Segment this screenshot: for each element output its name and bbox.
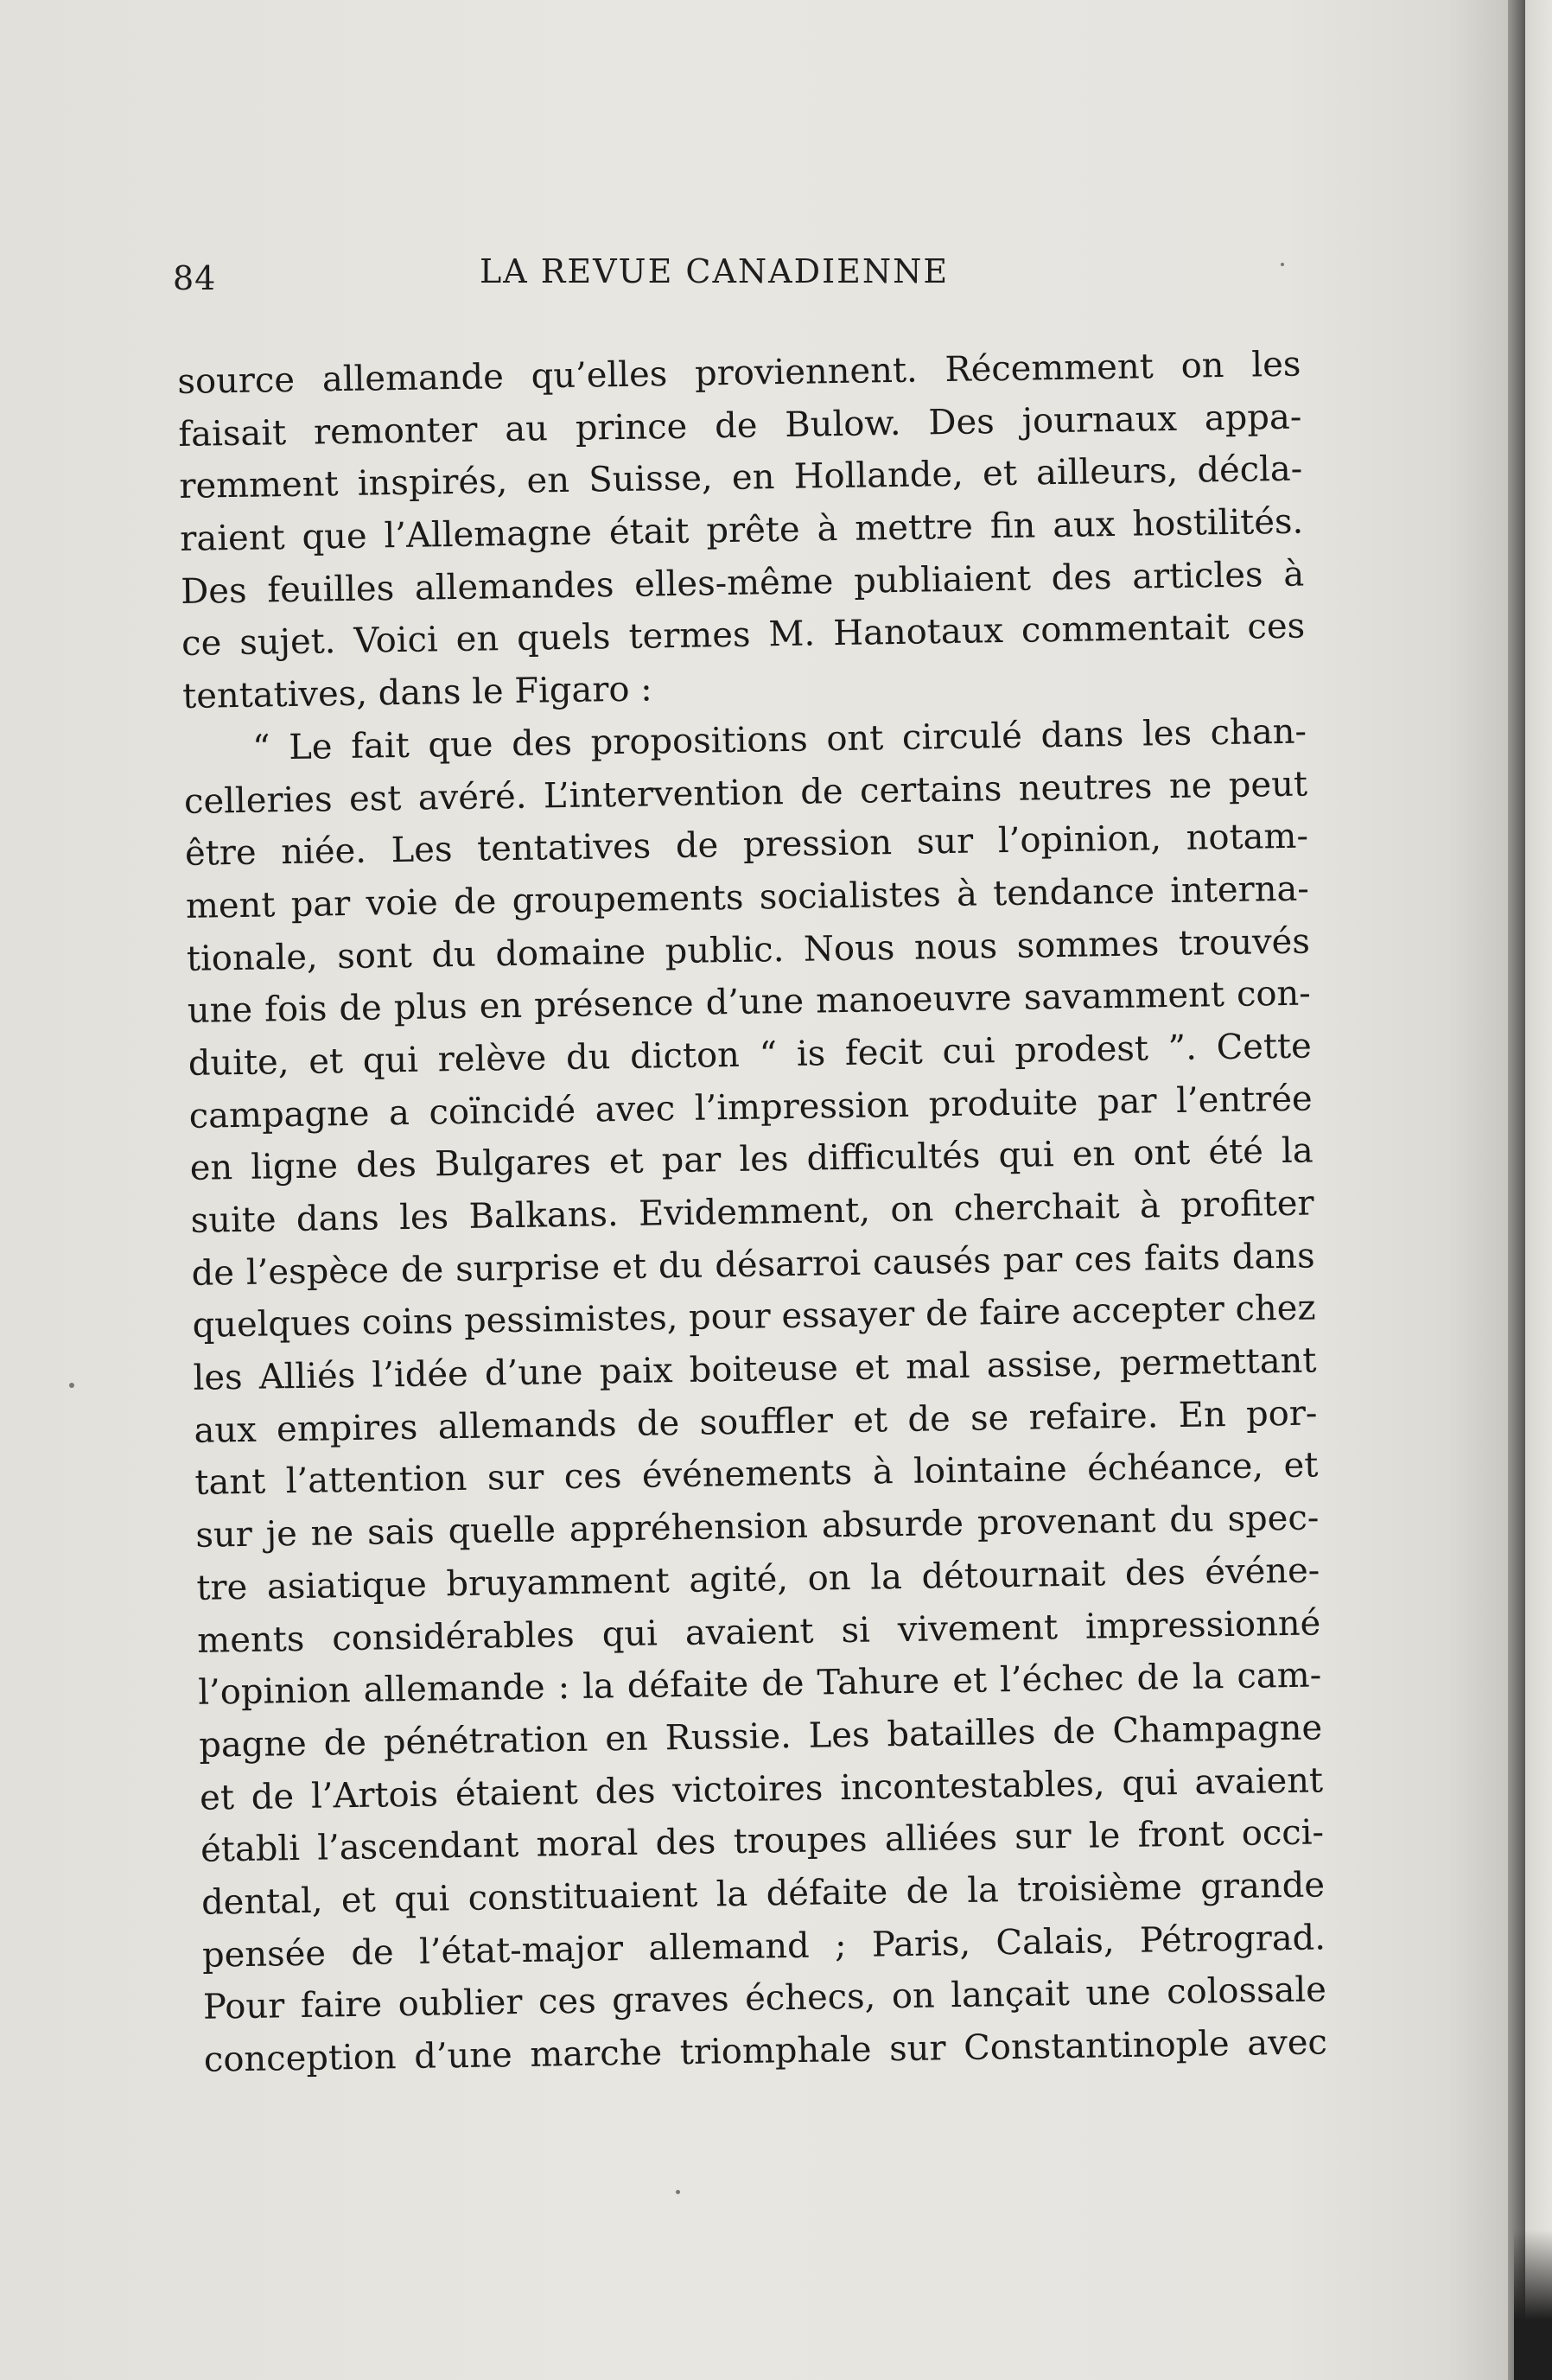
text-line: de l’espèce de surprise et du désarroi causés par ces faits dans [191, 1236, 1315, 1294]
text-line: source allemande qu’elles proviennent. Récemment on les [177, 344, 1301, 402]
text-line: sur je ne sais quelle appréhension absurde provenant du spec- [195, 1498, 1320, 1556]
text-line: raient que l’Allemagne était prête à mettre fin aux hostilités. [179, 501, 1304, 560]
text-line: pensée de l’état-major allemand ; Paris, Calais, Pétrograd. [201, 1917, 1326, 1976]
text-line: celleries est avéré. L’intervention de certains neutres ne peut [183, 764, 1308, 822]
text-line: “ Le fait que des propositions ont circulé dans les chan- [251, 711, 1307, 768]
text-line: une fois de plus en présence d’une manoeuvre savamment con- [187, 973, 1312, 1032]
text-line: l’opinion allemande : la défaite de Tahure et l’échec de la cam- [197, 1655, 1322, 1713]
text-line: dental, et qui constituaient la défaite de la troisième grande [200, 1865, 1326, 1923]
text-line: quelques coins pessimistes, pour essayer de faire accepter chez [192, 1288, 1316, 1346]
running-title: LA REVUE CANADIENNE [480, 252, 950, 290]
text-line: tre asiatique bruyamment agité, on la détournait des événe- [196, 1550, 1320, 1608]
body-text [177, 339, 1327, 2087]
text-line: Des feuilles allemandes elles-même publiaient des articles à [180, 554, 1305, 612]
binding-corner-shadow [1514, 2230, 1552, 2380]
text-line: et de l’Artois étaient des victoires incontestables, qui avaient [199, 1760, 1324, 1818]
text-line: duite, et qui relève du dicton “ is fecit cui prodest ”. Cette [188, 1026, 1313, 1084]
text-line: tant l’attention sur ces événements à lointaine échéance, et [194, 1445, 1319, 1504]
text-line: être niée. Les tentatives de pression sur l’opinion, notam- [184, 816, 1309, 875]
text-line: suite dans les Balkans. Evidemment, on cherchait à profiter [190, 1183, 1314, 1241]
text-line: aux empires allemands de souffler et de se refaire. En por- [194, 1393, 1318, 1451]
text-line: ment par voie de groupements socialistes à tendance interna- [185, 869, 1310, 926]
next-page-edge [1525, 0, 1552, 2380]
paper-speck [676, 2190, 680, 2194]
text-line: ments considérables qui avaient si vivement impressionné [196, 1602, 1321, 1661]
text-line: campagne a coïncidé avec l’impression produite par l’entrée [188, 1079, 1313, 1136]
text-line: Pour faire oublier ces graves échecs, on lançait une colossale [202, 1970, 1327, 2028]
page-number: 84 [173, 259, 217, 297]
text-line: les Alliés l’idée d’une paix boiteuse et mal assise, permettant [193, 1340, 1317, 1398]
paper-speck [1281, 263, 1284, 266]
text-line: pagne de pénétration en Russie. Les batailles de Champagne [198, 1708, 1323, 1766]
text-line: tionale, sont du domaine public. Nous nous sommes trouvés [186, 921, 1311, 979]
text-line: remment inspirés, en Suisse, en Hollande, et ailleurs, décla- [179, 449, 1303, 507]
text-line: en ligne des Bulgares et par les difficultés qui en ont été la [189, 1130, 1313, 1189]
text-line: ce sujet. Voici en quels termes M. Hanotaux commentait ces [181, 606, 1306, 665]
text-line: conception d’une marche triomphale sur Constantinople avec [203, 2022, 1328, 2080]
text-line: faisait remonter au prince de Bulow. Des journaux appa- [178, 397, 1302, 455]
page-header [173, 252, 1322, 296]
text-line: tentatives, dans le Figaro : [181, 669, 653, 717]
paper-speck [69, 1383, 74, 1388]
text-line: établi l’ascendant moral des troupes alliées sur le front occi- [200, 1812, 1325, 1871]
binding-gutter-shadow [1508, 0, 1525, 2380]
